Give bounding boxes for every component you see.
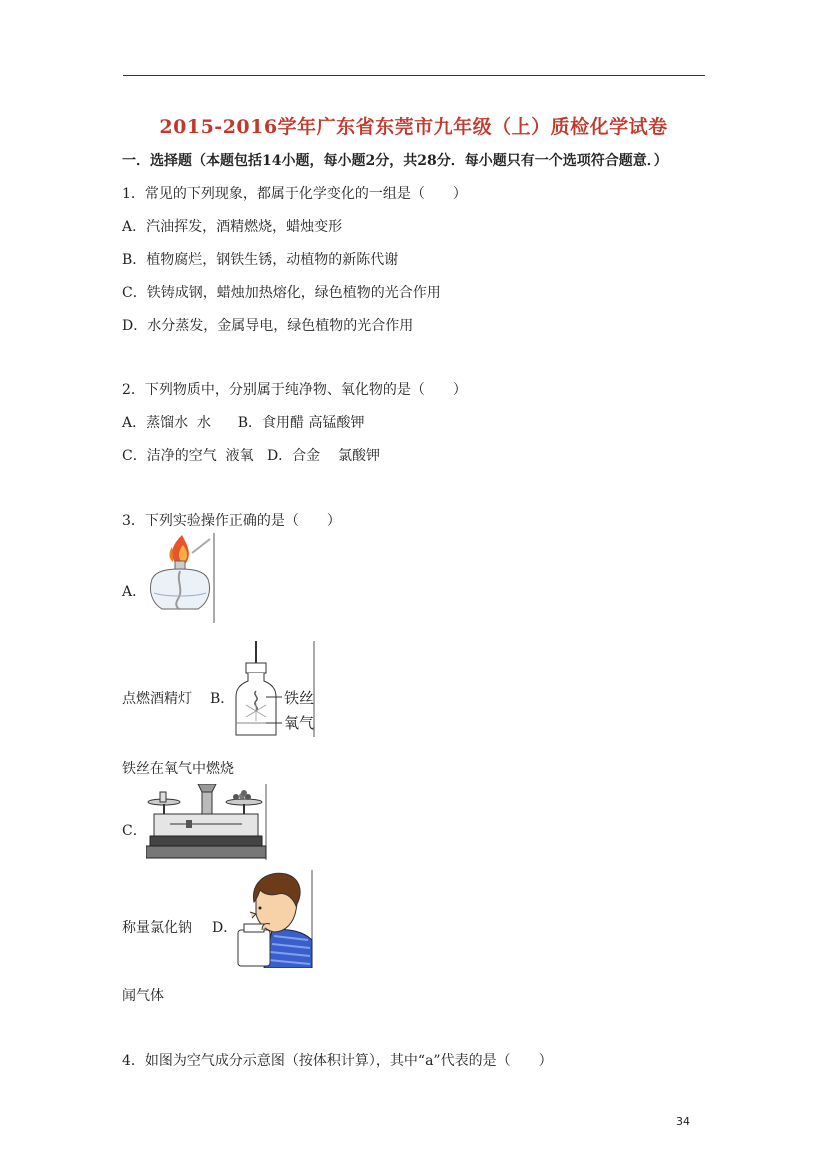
q3-option-d-label: D． (212, 920, 238, 936)
q3-option-c-label: C． (122, 823, 147, 839)
q3-option-a-label: A． (122, 584, 147, 600)
alcohol-lamp-figure (142, 533, 216, 623)
q1-stem: 1．常见的下列现象，都属于化学变化的一组是（ ） (122, 186, 467, 202)
q2-stem: 2．下列物质中，分别属于纯净物、氧化物的是（ ） (122, 382, 467, 398)
q3-option-c-caption: 称量氯化钠 (122, 920, 192, 936)
q1-option-c: C．铁铸成钢，蜡烛加热熔化，绿色植物的光合作用 (122, 285, 441, 301)
q1-option-d: D．水分蒸发，金属导电，绿色植物的光合作用 (122, 318, 414, 334)
q1-option-a: A．汽油挥发，酒精燃烧，蜡烛变形 (122, 219, 343, 235)
section-heading: 一．选择题（本题包括14小题，每小题2分，共28分．每小题只有一个选项符合题意．） (122, 153, 668, 169)
q4-stem: 4．如图为空气成分示意图（按体积计算），其中“a”代表的是（ ） (122, 1053, 553, 1069)
q3-option-b-label: B． (210, 691, 235, 707)
header-rule (123, 75, 705, 76)
q2-option-ab: A．蒸馏水 水 B．食用醋 高锰酸钾 (122, 415, 365, 431)
smelling-gas-figure (234, 870, 314, 968)
page-title: 2015-2016学年广东省东莞市九年级（上）质检化学试卷 (159, 116, 668, 138)
page-number: 34 (676, 1115, 690, 1128)
oxygen-fig-label: 氧气 (284, 714, 315, 732)
q3-option-b-caption: 铁丝在氧气中燃烧 (122, 761, 234, 777)
iron-wire-fig-label: 铁丝 (284, 689, 315, 707)
balance-scale-figure (146, 784, 268, 860)
q2-option-cd: C．洁净的空气 液氧 D．合金 氯酸钾 (122, 448, 380, 464)
q1-option-b: B．植物腐烂，钢铁生锈，动植物的新陈代谢 (122, 252, 399, 268)
q3-stem: 3．下列实验操作正确的是（ ） (122, 513, 341, 529)
q3-option-a-caption: 点燃酒精灯 (122, 691, 192, 707)
q3-option-d-caption: 闻气体 (122, 988, 164, 1004)
